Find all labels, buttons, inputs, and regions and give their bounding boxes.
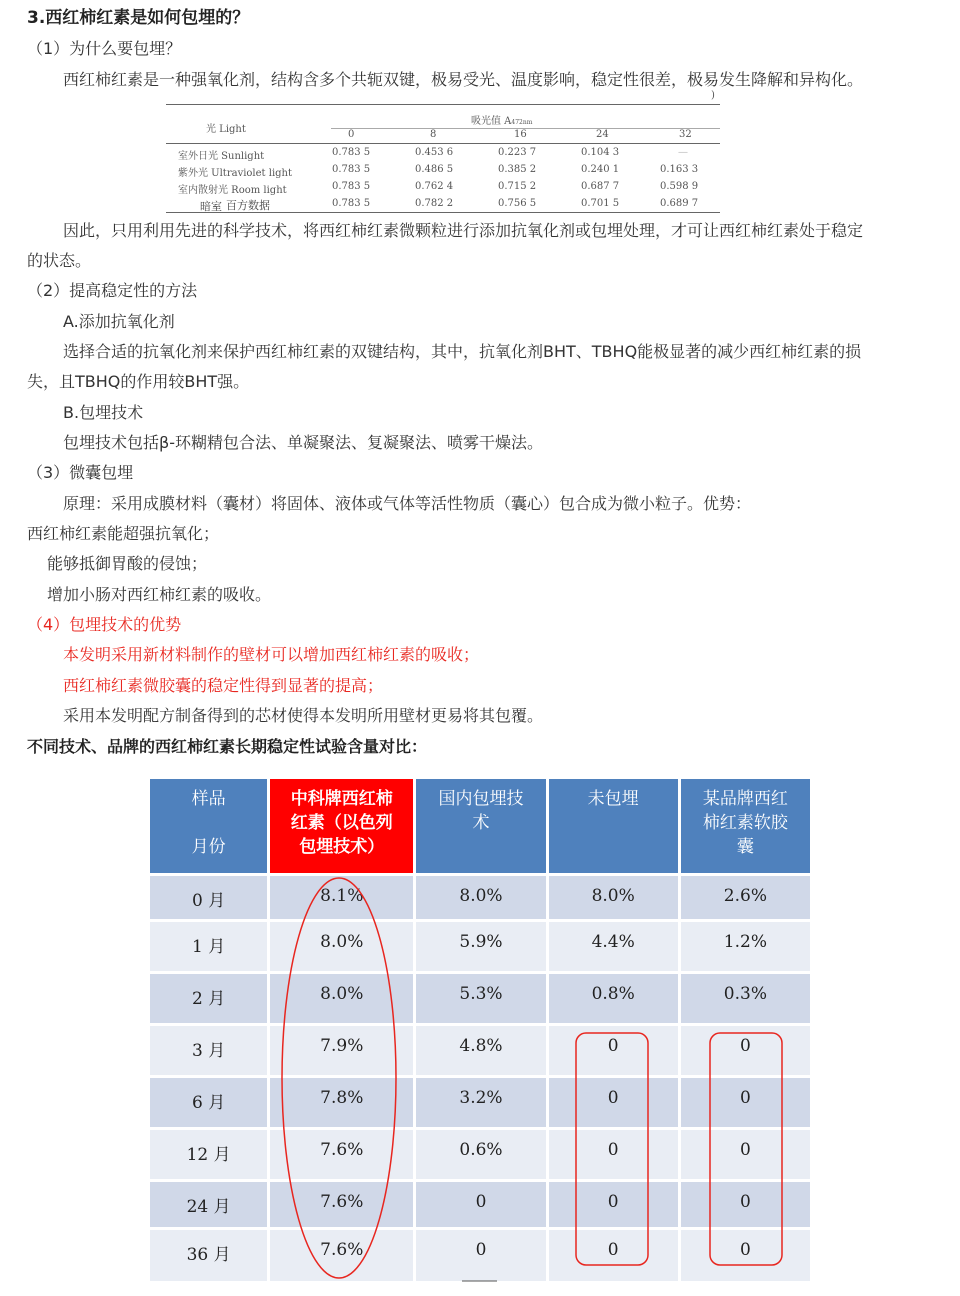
table-row: [150, 1130, 810, 1179]
column-header-line: 术: [472, 813, 490, 833]
column-header-line: 样品: [191, 789, 226, 809]
abs-cell: 0.689 7: [660, 198, 699, 209]
abs-row-label: 室内散射光 Room light: [178, 185, 287, 196]
value-cell: 8.0%: [270, 922, 413, 971]
paragraph-encapsulation-tech: 包埋技术包括β-环糊精包合法、单凝聚法、复凝聚法、喷雾干燥法。: [63, 433, 543, 452]
value-cell: 0: [549, 1078, 678, 1127]
subheading-antioxidant: A.添加抗氧化剂: [63, 312, 175, 331]
value-cell: 0.3%: [681, 974, 810, 1023]
month-cell: 36 月: [150, 1230, 267, 1281]
advantage-item-2: 能够抵御胃酸的侵蚀；: [47, 554, 208, 573]
value-cell: 5.3%: [416, 974, 545, 1023]
abs-row-label: 紫外光 Ultraviolet light: [178, 168, 293, 179]
column-header: [150, 779, 267, 873]
paragraph-therefore-1: 因此，只用利用先进的科学技术，将西红柿红素微颗粒进行添加抗氧化剂或包埋处理，才可让西红柿红素处于稳定: [63, 221, 864, 240]
table-header-row: [150, 779, 810, 873]
abs-cell: 0.715 2: [498, 181, 537, 192]
column-header-line: 中科牌西红柿: [290, 789, 393, 809]
abs-cell: 0.486 5: [415, 164, 454, 175]
value-cell: 0: [681, 1026, 810, 1075]
value-cell: 7.6%: [270, 1230, 413, 1281]
subheading-methods: （2）提高稳定性的方法: [27, 281, 198, 300]
paragraph-therefore-2: 的状态。: [27, 251, 92, 270]
value-cell: 2.6%: [681, 876, 810, 919]
value-cell: 0: [681, 1078, 810, 1127]
table-row: [150, 922, 810, 971]
value-cell: 8.0%: [549, 876, 678, 919]
abs-value-label: 吸光值 A472nm: [471, 116, 533, 127]
table-body: [150, 876, 810, 1281]
abs-cell: 0.104 3: [581, 147, 620, 158]
column-header-line: [420, 835, 541, 859]
abs-cell: 0.783 5: [332, 198, 371, 209]
abs-cell: 0.385 2: [498, 164, 537, 175]
column-header-line: 囊: [736, 837, 754, 857]
value-cell: 0: [681, 1230, 810, 1281]
absorbance-table: [166, 90, 720, 214]
month-cell: 12 月: [150, 1130, 267, 1179]
column-header-line: 包埋技术）: [299, 837, 385, 857]
tech-advantage-2: 西红柿红素微胶囊的稳定性得到显著的提高；: [63, 676, 384, 695]
stability-comparison-table: [147, 776, 813, 1284]
subheading-encapsulation-tech: B.包埋技术: [63, 403, 144, 422]
column-header-line: [553, 835, 674, 859]
column-header-line: [553, 811, 674, 835]
month-cell: 6 月: [150, 1078, 267, 1127]
value-cell: 0: [681, 1182, 810, 1227]
abs-cell: 0.783 5: [332, 164, 371, 175]
column-header-line: [154, 811, 263, 835]
tech-advantage-1: 本发明采用新材料制作的壁材可以增加西红柿红素的吸收；: [63, 645, 480, 664]
abs-row-label-dark: 暗室: [200, 200, 222, 213]
month-cell: 24 月: [150, 1182, 267, 1227]
paragraph-principle: 原理：采用成膜材料（囊材）将固体、液体或气体等活性物质（囊心）包合成为微小粒子。优势：: [63, 494, 752, 513]
abs-cell: 0.687 7: [581, 181, 620, 192]
paragraph-oxidant: 西红柿红素是一种强氧化剂，结构含多个共轭双键，极易受光、温度影响，稳定性很差，极易发生降解和异构化。: [63, 70, 864, 89]
value-cell: 1.2%: [681, 922, 810, 971]
column-header: [549, 779, 678, 873]
abs-cell: 0.756 5: [498, 198, 537, 209]
abs-cell: 0.240 1: [581, 164, 620, 175]
subheading-tech-advantages: （4）包埋技术的优势: [27, 615, 182, 634]
column-header: [270, 779, 413, 873]
column-header-line: 某品牌西红: [702, 789, 788, 809]
month-cell: 3 月: [150, 1026, 267, 1075]
abs-cell: 0.783 5: [332, 181, 371, 192]
comparison-heading: 不同技术、品牌的西红柿红素长期稳定性试验含量对比：: [27, 737, 428, 756]
value-cell: 5.9%: [416, 922, 545, 971]
month-cell: 1 月: [150, 922, 267, 971]
table-row: [150, 1026, 810, 1075]
abs-time-header: 32: [679, 129, 692, 140]
value-cell: 3.2%: [416, 1078, 545, 1127]
advantage-item-1: 西红柿红素能超强抗氧化；: [27, 524, 220, 543]
abs-cell: —: [678, 147, 688, 158]
value-cell: 4.8%: [416, 1026, 545, 1075]
paragraph-antioxidant-2: 失，且TBHQ的作用较BHT强。: [27, 372, 250, 391]
value-cell: 0: [549, 1230, 678, 1281]
value-cell: 0: [416, 1230, 545, 1281]
value-cell: 0: [681, 1130, 810, 1179]
column-header-line: 月份: [191, 837, 226, 857]
value-cell: 0: [416, 1182, 545, 1227]
abs-time-header: 24: [596, 129, 609, 140]
value-cell: 8.0%: [270, 974, 413, 1023]
abs-cell: 0.453 6: [415, 147, 454, 158]
column-header-line: 未包埋: [587, 789, 639, 809]
abs-cell: 0.223 7: [498, 147, 537, 158]
value-cell: 7.6%: [270, 1182, 413, 1227]
value-cell: 0: [549, 1130, 678, 1179]
table-row: [150, 1230, 810, 1281]
table-row: [150, 876, 810, 919]
abs-value-subscript: 472nm: [511, 119, 533, 126]
subheading-why-encapsulate: （1）为什么要包埋？: [27, 39, 182, 58]
abs-cell: 0.598 9: [660, 181, 699, 192]
abs-light-label: 光 Light: [206, 124, 246, 135]
abs-row-label: 室外日光 Sunlight: [178, 151, 265, 162]
table-row: [150, 1182, 810, 1227]
month-cell: 0 月: [150, 876, 267, 919]
month-cell: 2 月: [150, 974, 267, 1023]
table-row: [150, 974, 810, 1023]
section-title: 3.西红柿红素是如何包埋的？: [27, 8, 250, 28]
column-header: [681, 779, 810, 873]
value-cell: 0: [549, 1182, 678, 1227]
value-cell: 7.6%: [270, 1130, 413, 1179]
abs-cell: 0.701 5: [581, 198, 620, 209]
abs-cell: 0.762 4: [415, 181, 454, 192]
abs-time-header: 16: [514, 129, 527, 140]
value-cell: 7.8%: [270, 1078, 413, 1127]
value-cell: 8.1%: [270, 876, 413, 919]
column-header-line: 国内包埋技: [438, 789, 524, 809]
abs-watermark: 百方数据: [226, 199, 270, 212]
value-cell: 0.8%: [549, 974, 678, 1023]
abs-cell: 0.782 2: [415, 198, 454, 209]
value-cell: 0: [549, 1026, 678, 1075]
abs-time-header: 8: [430, 129, 437, 140]
value-cell: 0.6%: [416, 1130, 545, 1179]
value-cell: 7.9%: [270, 1026, 413, 1075]
abs-time-header: 0: [348, 129, 355, 140]
value-cell: 4.4%: [549, 922, 678, 971]
advantage-item-3: 增加小肠对西红柿红素的吸收。: [47, 585, 272, 604]
column-header: [416, 779, 545, 873]
abs-cell: 0.783 5: [332, 147, 371, 158]
tech-advantage-3: 采用本发明配方制备得到的芯材使得本发明所用壁材更易将其包覆。: [63, 706, 544, 725]
value-cell: 8.0%: [416, 876, 545, 919]
paragraph-antioxidant-1: 选择合适的抗氧化剂来保护西红柿红素的双键结构，其中，抗氧化剂BHT、TBHQ能极显著的减少西红柿红素的损: [63, 342, 862, 361]
subheading-microcapsule: （3）微囊包埋: [27, 463, 134, 482]
abs-cell: 0.163 3: [660, 164, 699, 175]
abs-top-mark: ): [711, 90, 715, 101]
column-header-line: 红素（以色列: [290, 813, 393, 833]
column-header-line: 柿红素软胶: [702, 813, 788, 833]
table-row: [150, 1078, 810, 1127]
